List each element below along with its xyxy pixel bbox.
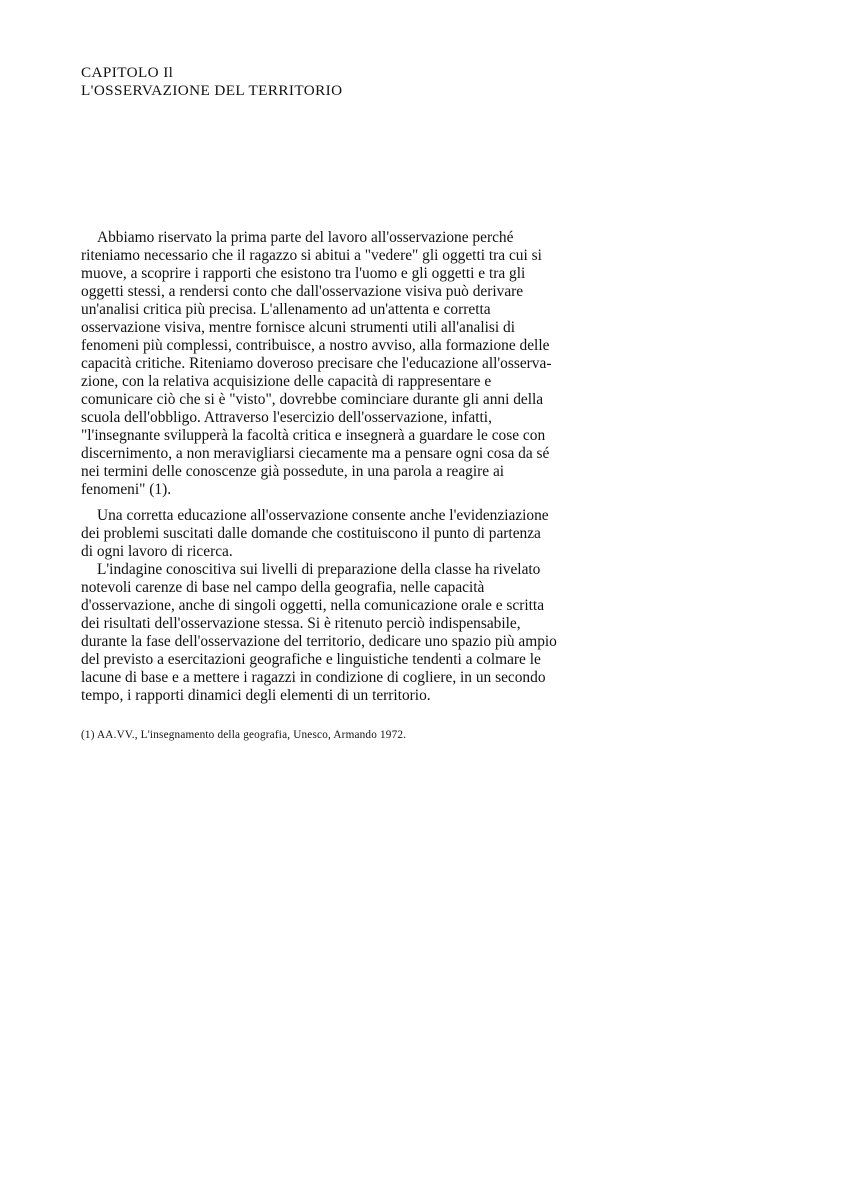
text-line: d'osservazione, anche di singoli oggetti, nella comunicazione orale e scritta — [81, 597, 545, 614]
text-line: di ogni lavoro di ricerca. — [81, 543, 233, 560]
text-line: fenomeni" (1). — [81, 481, 172, 498]
text-line: riteniamo necessario che il ragazzo si abitui a "vedere" gli oggetti tra cui si — [81, 247, 542, 264]
text-line: Abbiamo riservato la prima parte del lavoro all'osservazione perché — [97, 229, 514, 246]
text-line: capacità critiche. Riteniamo doveroso precisare che l'educazione all'osserva- — [81, 355, 552, 372]
text-line: del previsto a esercitazioni geografiche e linguistiche tendenti a colmare le — [81, 651, 541, 668]
text-line: zione, con la relativa acquisizione delle capacità di rappresentare e — [81, 373, 492, 390]
text-line: Una corretta educazione all'osservazione consente anche l'evidenziazione — [97, 507, 549, 524]
text-line: dei risultati dell'osservazione stessa. Si è ritenuto perciò indispensabile, — [81, 615, 521, 632]
text-line: L'indagine conoscitiva sui livelli di preparazione della classe ha rivelato — [97, 561, 541, 578]
footnote: (1) AA.VV., L'insegnamento della geografia, Unesco, Armando 1972. — [81, 729, 407, 741]
text-line: osservazione visiva, mentre fornisce alcuni strumenti utili all'analisi di — [81, 319, 516, 336]
text-line: lacune di base e a mettere i ragazzi in condizione di cogliere, in un secondo — [81, 669, 546, 686]
text-line: un'analisi critica più precisa. L'allenamento ad un'attenta e corretta — [81, 301, 491, 318]
text-line: dei problemi suscitati dalle domande che costituiscono il punto di partenza — [81, 525, 541, 542]
text-line: discernimento, a non meravigliarsi ciecamente ma a pensare ogni cosa da sé — [81, 445, 550, 462]
text-line: comunicare ciò che si è "visto", dovrebbe cominciare durante gli anni della — [81, 391, 544, 408]
text-line: durante la fase dell'osservazione del territorio, dedicare uno spazio più ampio — [81, 633, 557, 650]
paragraph-3 — [81, 561, 611, 705]
chapter-title: L'OSSERVAZIONE DEL TERRITORIO — [81, 82, 343, 99]
text-line: nei termini delle conoscenze già possedute, in una parola a reagire ai — [81, 463, 505, 480]
body-text — [81, 229, 611, 705]
text-line: tempo, i rapporti dinamici degli elementi di un territorio. — [81, 687, 431, 704]
paragraph-2 — [81, 507, 611, 561]
text-line: notevoli carenze di base nel campo della geografia, nelle capacità — [81, 579, 485, 596]
chapter-number: CAPITOLO Il — [81, 64, 174, 81]
paragraph-1 — [81, 229, 611, 499]
paragraph-spacer — [81, 499, 611, 507]
text-line: "l'insegnante svilupperà la facoltà critica e insegnerà a guardare le cose con — [81, 427, 546, 444]
text-line: fenomeni più complessi, contribuisce, a nostro avviso, alla formazione delle — [81, 337, 550, 354]
text-line: muove, a scoprire i rapporti che esistono tra l'uomo e gli oggetti e tra gli — [81, 265, 526, 282]
text-line: oggetti stessi, a rendersi conto che dall'osservazione visiva può derivare — [81, 283, 524, 300]
text-line: scuola dell'obbligo. Attraverso l'esercizio dell'osservazione, infatti, — [81, 409, 492, 426]
chapter-heading — [81, 64, 601, 100]
